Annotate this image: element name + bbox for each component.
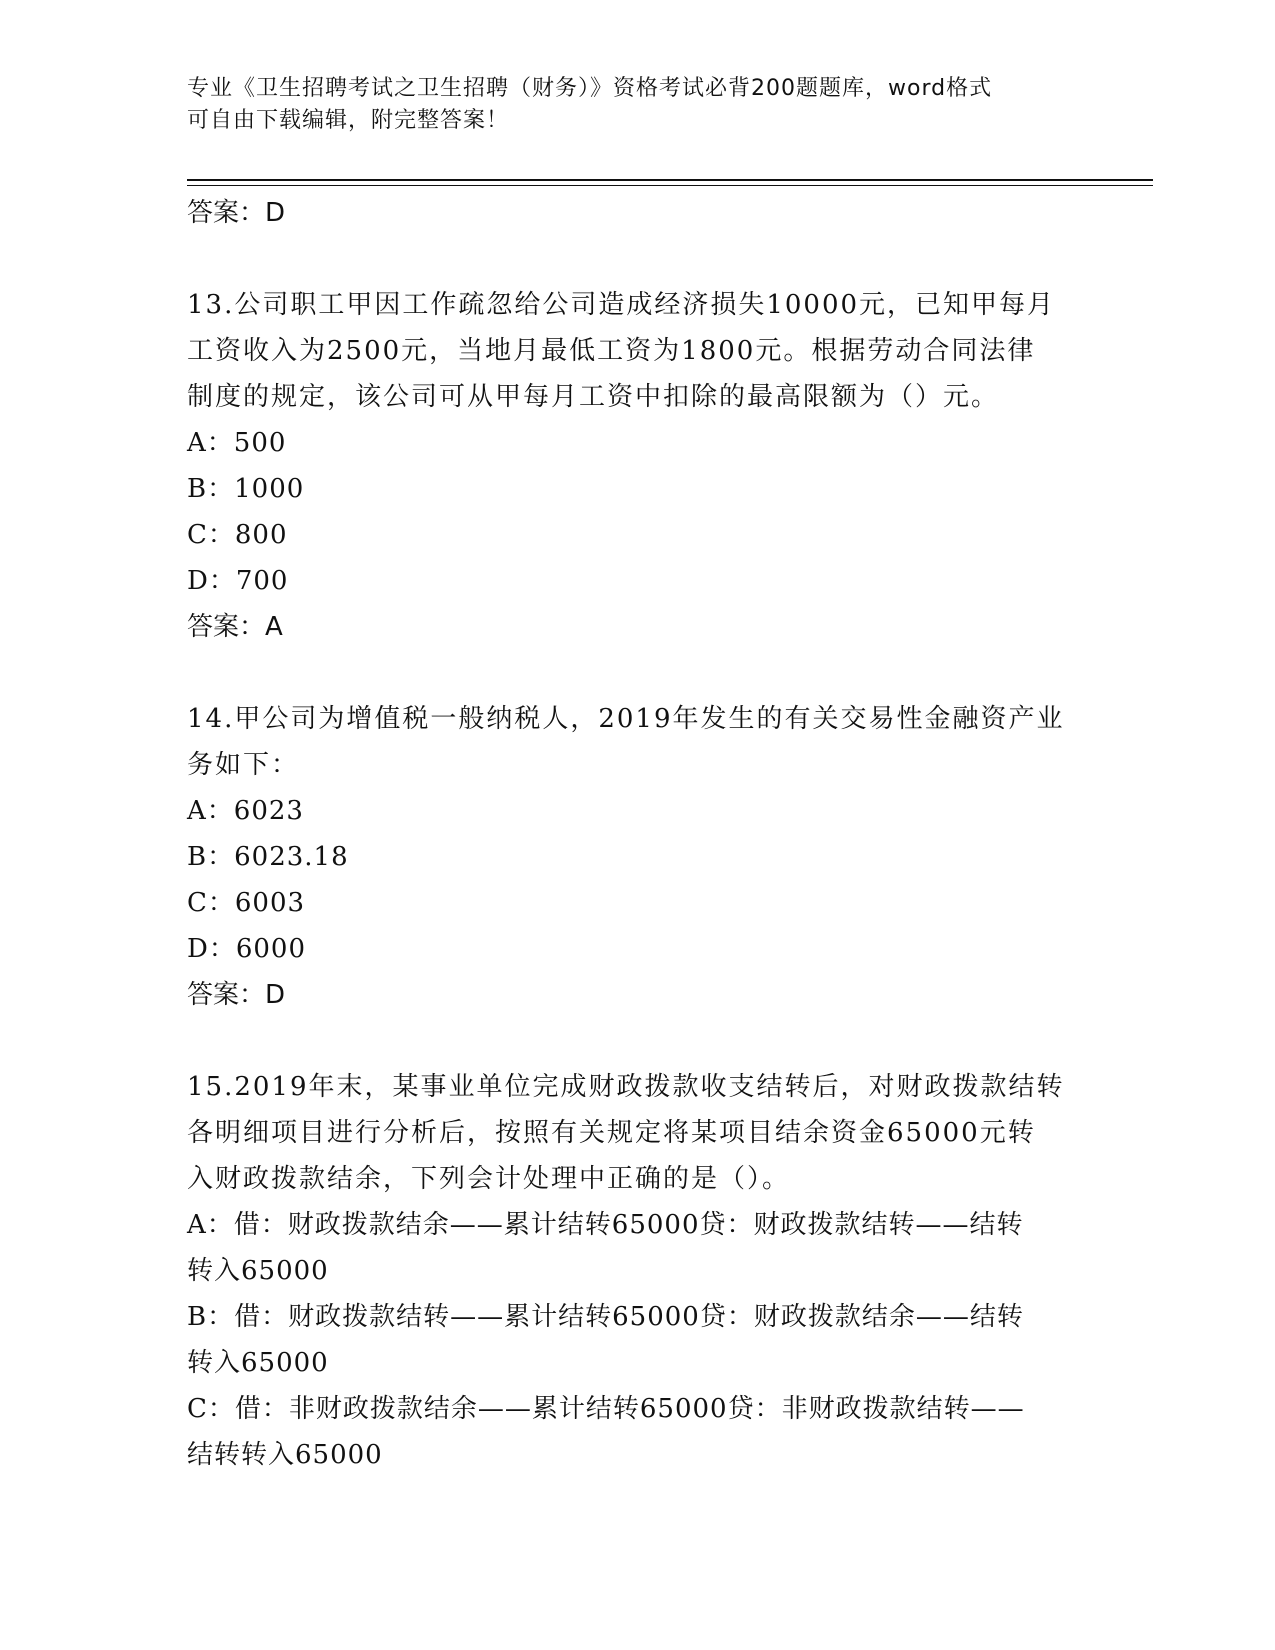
option-a-line-2: 转入65000 — [187, 1256, 329, 1286]
option-b-line-2: 转入65000 — [187, 1348, 329, 1378]
option-b-line-1: B：借：财政拨款结转——累计结转65000贷：财政拨款结余——结转 — [187, 1302, 1024, 1332]
option-b: B：1000 — [187, 474, 305, 504]
option-b: B：6023.18 — [187, 842, 349, 872]
question-text-line: 务如下： — [187, 750, 300, 780]
document-header — [187, 73, 1067, 137]
option-d: D：6000 — [187, 934, 307, 964]
document-body — [187, 190, 1087, 1478]
option-c-line-1: C：借：非财政拨款结余——累计结转65000贷：非财政拨款结转—— — [187, 1394, 1025, 1424]
question-13 — [187, 282, 1087, 650]
option-d: D：700 — [187, 566, 289, 596]
answer-13: 答案：A — [187, 612, 283, 642]
header-line-2: 可自由下载编辑，附完整答案！ — [187, 108, 510, 133]
question-text-line: 入财政拨款结余，下列会计处理中正确的是（）。 — [187, 1164, 791, 1194]
option-c: C：800 — [187, 520, 288, 550]
question-14 — [187, 696, 1087, 1018]
question-text-line: 14.甲公司为增值税一般纳税人，2019年发生的有关交易性金融资产业 — [187, 704, 1065, 734]
question-text-line: 制度的规定，该公司可从甲每月工资中扣除的最高限额为（）元。 — [187, 382, 1000, 412]
header-rule-thick — [187, 179, 1153, 181]
option-a: A：6023 — [187, 796, 304, 826]
option-c: C：6003 — [187, 888, 306, 918]
option-a-line-1: A：借：财政拨款结余——累计结转65000贷：财政拨款结转——结转 — [187, 1210, 1024, 1240]
question-15 — [187, 1064, 1087, 1478]
header-rule-thin — [187, 185, 1153, 186]
question-text-line: 工资收入为2500元，当地月最低工资为1800元。根据劳动合同法律 — [187, 336, 1036, 366]
header-line-1: 专业《卫生招聘考试之卫生招聘（财务）》资格考试必背200题题库，word格式 — [187, 76, 993, 101]
option-c-line-2: 结转转入65000 — [187, 1440, 383, 1470]
answer-previous: 答案：D — [187, 198, 286, 228]
answer-14: 答案：D — [187, 980, 286, 1010]
question-text-line: 13.公司职工甲因工作疏忽给公司造成经济损失10000元，已知甲每月 — [187, 290, 1056, 320]
question-text-line: 15.2019年末，某事业单位完成财政拨款收支结转后，对财政拨款结转 — [187, 1072, 1065, 1102]
question-text-line: 各明细项目进行分析后，按照有关规定将某项目结余资金65000元转 — [187, 1118, 1036, 1148]
option-a: A：500 — [187, 428, 287, 458]
